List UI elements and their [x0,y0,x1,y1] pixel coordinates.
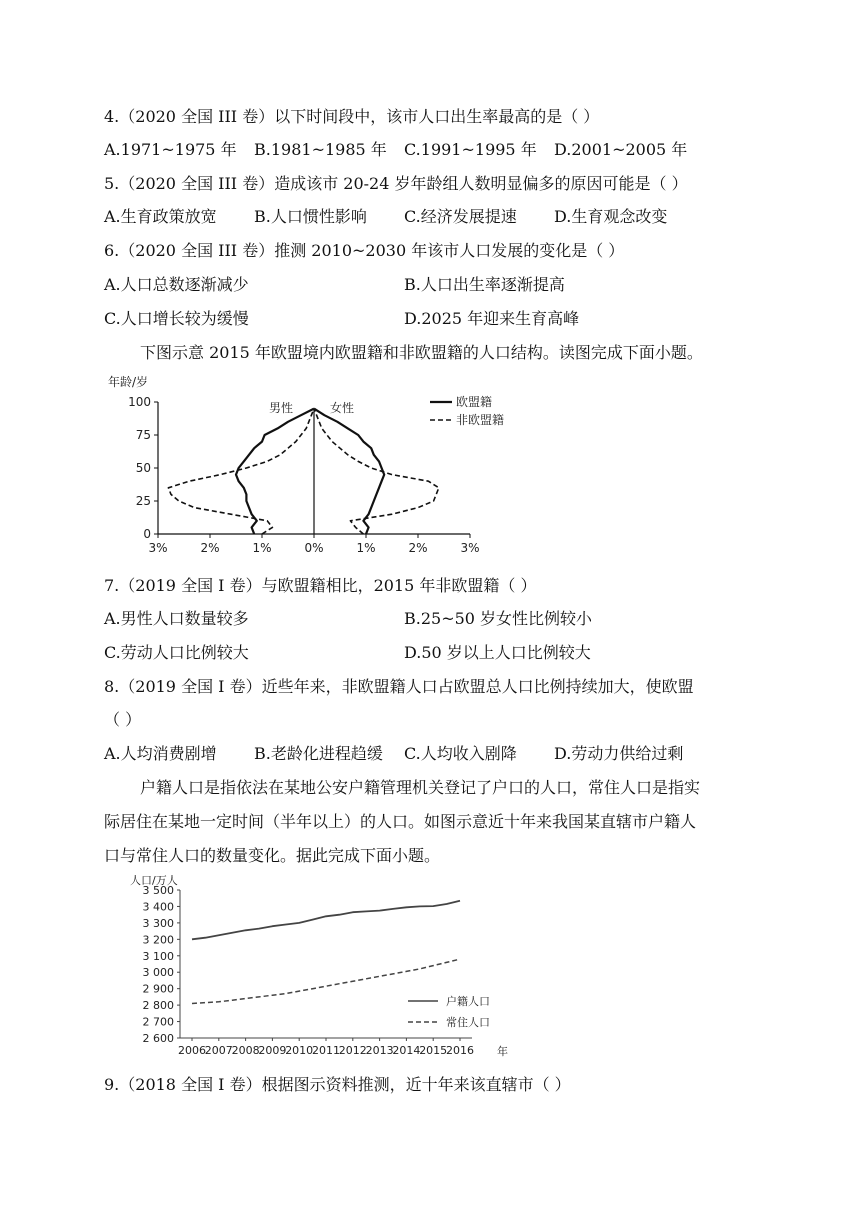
q5-option-b: B.人口惯性影响 [254,207,367,226]
linechart-y-tick-label: 2 900 [142,982,174,996]
intro-city-population-line2: 际居住在某地一定时间（半年以上）的人口。如图示意近十年来我国某直辖市户籍人 [104,812,697,831]
question-5-stem: 5.（2020 全国 III 卷）造成该市 20-24 岁年龄组人数明显偏多的原因可能是（ ） [104,174,688,193]
intro-city-population-line3: 口与常住人口的数量变化。据此完成下面小题。 [104,846,441,865]
pyramid-series-non-eu-male [168,409,314,534]
pyramid-y-tick-label: 25 [135,494,151,508]
q8-option-a: A.人均消费剧增 [104,744,217,763]
q5-option-a: A.生育政策放宽 [104,207,217,226]
linechart-x-axis-label: 年 [497,1045,508,1058]
pyramid-x-tick-label: 2% [408,541,428,555]
linechart-y-tick-label: 3 000 [142,966,174,980]
linechart-series-resident [192,959,460,1003]
question-7-stem: 7.（2019 全国 I 卷）与欧盟籍相比，2015 年非欧盟籍（ ） [104,576,537,595]
linechart-x-tick-label: 2015 [419,1044,448,1057]
q6-option-a: A.人口总数逐渐减少 [104,275,249,294]
pyramid-legend-eu: 欧盟籍 [456,395,493,409]
question-6-stem: 6.（2020 全国 III 卷）推测 2010~2030 年该市人口发展的变化是（ ） [104,241,625,260]
linechart-y-tick-label: 2 800 [142,999,174,1013]
linechart-x-tick-label: 2006 [178,1044,206,1057]
pyramid-female-label: 女性 [330,401,355,415]
q4-option-b: B.1981~1985 年 [254,140,387,159]
q7-option-c: C.劳动人口比例较大 [104,643,249,662]
pyramid-legend [430,395,504,427]
pyramid-series-eu-female [314,409,384,534]
pyramid-x-tick-label: 1% [356,541,376,555]
question-8-stem-tail: （ ） [104,710,142,729]
q4-option-c: C.1991~1995 年 [404,140,537,159]
pyramid-x-tick-label: 2% [200,541,220,555]
q5-option-d: D.生育观念改变 [554,207,668,226]
linechart-x-tick-label: 2012 [338,1044,367,1057]
pyramid-x-tick-label: 0% [304,541,324,555]
linechart-series-registered [192,901,460,940]
intro-city-population-line1: 户籍人口是指依法在某地公安户籍管理机关登记了户口的人口，常住人口是指实 [140,778,701,797]
linechart-x-tick-label: 2013 [365,1044,394,1057]
linechart-x-tick-label: 2010 [285,1044,314,1057]
intro-eu-population: 下图示意 2015 年欧盟境内欧盟籍和非欧盟籍的人口结构。读图完成下面小题。 [140,343,703,362]
linechart-legend-resident: 常住人口 [446,1016,490,1029]
linechart-y-tick-label: 3 400 [142,900,174,914]
q8-option-d: D.劳动力供给过剩 [554,744,684,763]
q4-option-d: D.2001~2005 年 [554,140,688,159]
linechart-y-tick-label: 3 200 [142,933,174,947]
q8-option-b: B.老龄化进程趋缓 [254,744,383,763]
q7-option-b: B.25~50 岁女性比例较小 [404,609,593,628]
pyramid-x-tick-label: 3% [460,541,480,555]
pyramid-legend-non-eu: 非欧盟籍 [456,413,505,427]
pyramid-y-axis-label: 年龄/岁 [108,375,149,389]
city-population-line-chart [100,870,520,1065]
linechart-legend [408,994,490,1029]
linechart-y-axis-label: 人口/万人 [130,874,178,887]
pyramid-y-tick-label: 0 [143,527,151,541]
linechart-x-tick-label: 2008 [231,1044,260,1057]
question-8-stem: 8.（2019 全国 I 卷）近些年来，非欧盟籍人口占欧盟总人口比例持续加大，使欧盟 [104,677,694,696]
q4-option-a: A.1971~1975 年 [104,140,237,159]
q6-option-b: B.人口出生率逐渐提高 [404,275,565,294]
pyramid-y-tick-label: 75 [135,428,151,442]
pyramid-series-non-eu-female [314,409,439,534]
question-9-stem: 9.（2018 全国 I 卷）根据图示资料推测，近十年来该直辖市（ ） [104,1075,571,1094]
q6-option-c: C.人口增长较为缓慢 [104,309,249,328]
eu-population-pyramid-chart [100,370,540,570]
q7-option-a: A.男性人口数量较多 [104,609,249,628]
linechart-x-tick-label: 2007 [204,1044,233,1057]
linechart-x-tick-label: 2009 [258,1044,287,1057]
pyramid-y-tick-label: 50 [135,461,151,475]
linechart-y-tick-label: 3 300 [142,916,174,930]
linechart-legend-registered: 户籍人口 [446,995,490,1008]
linechart-x-tick-label: 2016 [446,1044,474,1057]
pyramid-male-label: 男性 [268,401,293,415]
q8-option-c: C.人均收入剧降 [404,744,517,763]
linechart-x-tick-label: 2014 [392,1044,421,1057]
question-4-stem: 4.（2020 全国 III 卷）以下时间段中，该市人口出生率最高的是（ ） [104,107,600,126]
pyramid-x-tick-label: 1% [252,541,272,555]
linechart-y-tick-label: 2 700 [142,1015,174,1029]
linechart-y-tick-label: 3 500 [142,884,174,897]
pyramid-y-tick-label: 100 [128,395,151,409]
linechart-x-tick-label: 2011 [312,1044,340,1057]
q6-option-d: D.2025 年迎来生育高峰 [404,309,580,328]
q7-option-d: D.50 岁以上人口比例较大 [404,643,591,662]
linechart-y-tick-label: 3 100 [142,949,174,963]
linechart-y-tick-label: 2 600 [142,1032,174,1045]
pyramid-x-tick-label: 3% [148,541,168,555]
pyramid-series-eu-male [236,409,314,534]
q5-option-c: C.经济发展提速 [404,207,517,226]
